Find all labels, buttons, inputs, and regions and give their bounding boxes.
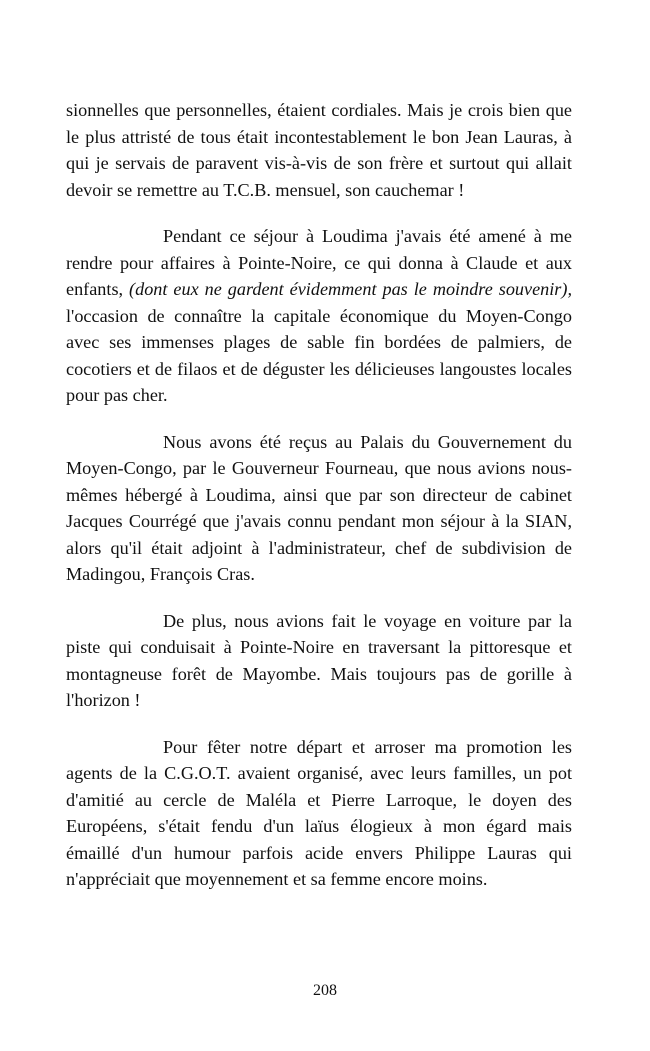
paragraph-2-start: Pendant ce séjour à Loudima j'avais été amené à me rendre pour affaires à Pointe-Noire, ce qui donna à Claude et aux enfants, [66,226,572,299]
paragraph-2-end: l'occasion de connaître la capitale économique du Moyen-Congo avec ses immenses plages de sable fin bordées de palmiers, de cocotiers et de filaos et de déguster les délicieuses langoustes locales pour pas cher. [66,305,572,405]
paragraph-3: Nous avons été reçus au Palais du Gouvernement du Moyen-Congo, par le Gouverneur Fourneau, que nous avions nous-mêmes hébergé à Loudima, ainsi que par son directeur de cabinet Jacques Courrégé que j'avais connu pendant mon séjour à la SIAN, alors qu'il était adjoint à l'administrateur, chef de subdivision de Madingou, François Cras. [66,431,572,584]
body-text [66,97,572,913]
paragraph-5: Pour fêter notre départ et arroser ma promotion les agents de la C.G.O.T. avaient organisé, avec leurs familles, un pot d'amitié au cercle de Maléla et Pierre Larroque, le doyen des Européens, s'était fendu d'un laïus élogieux à mon égard mais émaillé d'un humour parfois acide envers Philippe Lauras qui n'appréciait que moyennement et sa femme encore moins. [66,736,572,889]
page-number: 208 [313,982,337,999]
paragraph-2 [66,223,572,409]
paragraph-1: sionnelles que personnelles, étaient cordiales. Mais je crois bien que le plus attristé de tous était incontestablement le bon Jean Lauras, à qui je servais de paravent vis-à-vis de son frère et surtout qui allait devoir se remettre au T.C.B. mensuel, son cauchemar ! [66,100,572,200]
paragraph-4: De plus, nous avions fait le voyage en voiture par la piste qui conduisait à Pointe-Noire en traversant la pittoresque et montagneuse forêt de Mayombe. Mais toujours pas de gorille à l'horizon ! [66,610,572,710]
paragraph-2-italic-aside: (dont eux ne gardent évidemment pas le moindre souvenir), [129,279,572,299]
